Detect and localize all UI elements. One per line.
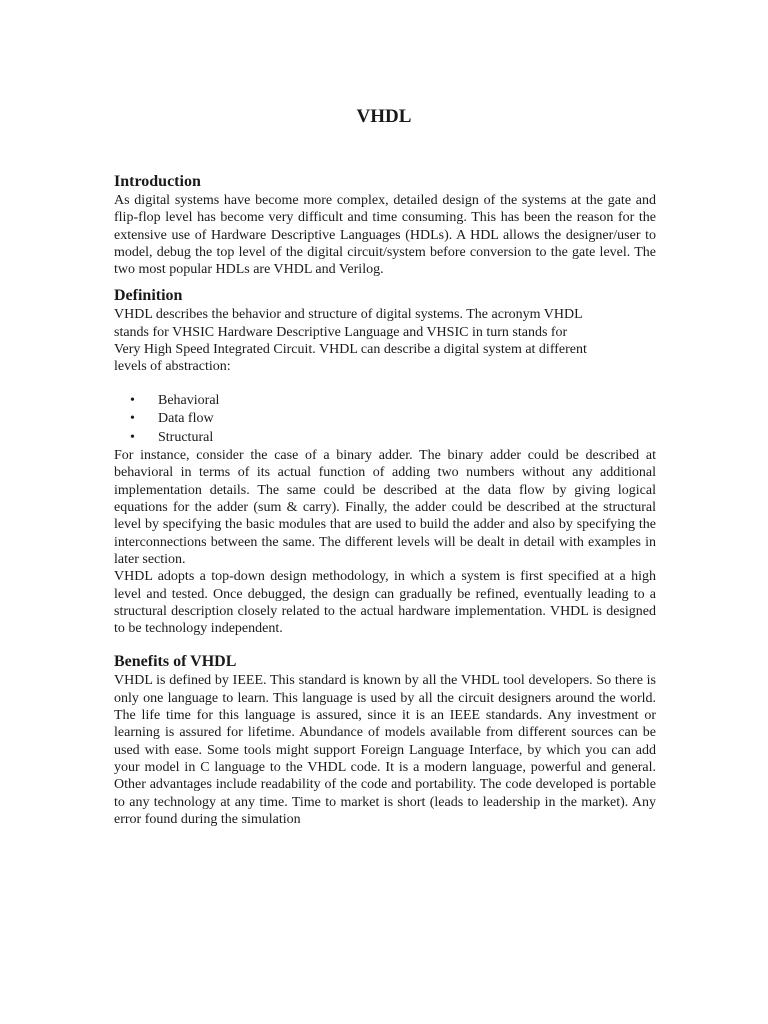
definition-line: Very High Speed Integrated Circuit. VHDL can describe a digital system at different xyxy=(114,342,587,358)
introduction-paragraph: As digital systems have become more complex, detailed design of the systems at the gate and flip-flop level has become very difficult and time consuming. This has been the reason for the extensive use of Hardware Descriptive Languages (HDLs). A HDL allows the designer/user to model, debug the top level of the digital circuit/system before conversion to the gate level. The two most popular HDLs are VHDL and Verilog. xyxy=(114,193,656,278)
top-down-paragraph: VHDL adopts a top-down design methodology, in which a system is first specified at a high level and tested. Once debugged, the design can gradually be refined, eventually leading to a structural description closely related to the actual hardware implementation. VHDL is designed to be technology independent. xyxy=(114,569,656,637)
definition-line: VHDL describes the behavior and structure of digital systems. The acronym VHDL xyxy=(114,307,583,323)
list-item: • Data flow xyxy=(114,410,656,429)
list-item: • Behavioral xyxy=(114,392,656,411)
definition-line: levels of abstraction: xyxy=(114,359,231,375)
bullet-icon: • xyxy=(130,392,135,408)
definition-heading: Definition xyxy=(114,287,183,305)
list-item: • Structural xyxy=(114,429,656,448)
definition-paragraph xyxy=(114,306,656,375)
introduction-heading: Introduction xyxy=(114,173,201,190)
bullet-icon: • xyxy=(130,429,135,445)
binary-adder-paragraph: For instance, consider the case of a binary adder. The binary adder could be described at behavioral in terms of its actual function of adding two numbers without any additional implementation details. The same could be described at the data flow by giving logical equations for the adder (sum & carry). Finally, the adder could be described at the structural level by specifying the basic modules that are used to build the adder and also by specifying the interconnections between the same. The different levels will be dealt in detail with examples in later section. xyxy=(114,448,656,567)
bullet-icon: • xyxy=(130,411,135,427)
abstraction-levels-list xyxy=(114,392,656,448)
document-body xyxy=(114,172,656,828)
benefits-paragraph: VHDL is defined by IEEE. This standard is known by all the VHDL tool developers. So there is only one language to learn. This language is used by all the circuit designers around the world. The life time for this language is assured, since it is an IEEE standards. Any investment or learning is assured for lifetime. Abundance of models available from different sources can be used with ease. Some tools might support Foreign Language Interface, by which you can add your model in C language to the VHDL code. It is a modern language, powerful and general. Other advantages include readability of the code and portability. The code developed is portable to any technology at any time. Time to market is short (leads to leadership in the market). Any error found during the simulation xyxy=(114,673,656,827)
document-title: VHDL xyxy=(356,106,412,127)
definition-line: stands for VHSIC Hardware Descriptive Language and VHSIC in turn stands for xyxy=(114,324,568,340)
benefits-heading: Benefits of VHDL xyxy=(114,653,237,671)
